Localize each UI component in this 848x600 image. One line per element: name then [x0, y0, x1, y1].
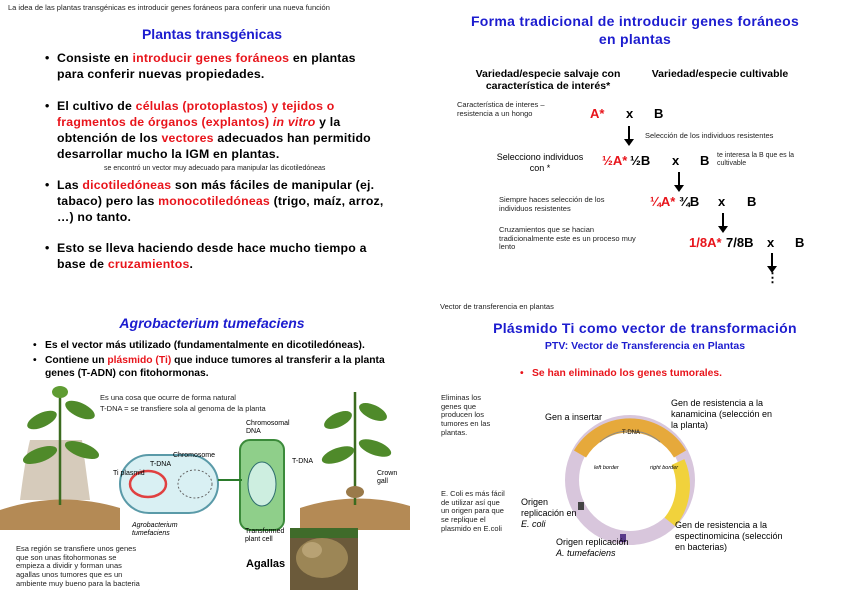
q4-title: Plásmido Ti como vector de transformación	[493, 320, 797, 336]
q2-r4-b: 7/8B	[726, 235, 754, 250]
q2-r2-a: ½A*	[602, 153, 628, 168]
q2-r4-a: 1/8A*	[689, 235, 722, 250]
q2-r3-a: ¼A*	[650, 194, 676, 209]
q2-r4-bb: B	[795, 235, 805, 250]
plant-cell-icon	[218, 440, 284, 530]
q3-bullet-2: • Contiene un plásmido (Ti) que induce tumores al transferir a la planta genes (T-ADN) con fitohormonas.	[33, 354, 413, 380]
gall-photo-icon	[290, 528, 358, 590]
q3-lbl-tdna1: T-DNA	[150, 461, 171, 468]
q2-note-selec: Selecciono individuos con *	[496, 152, 584, 173]
q1-bullet-3: • Las dicotiledóneas son más fáciles de manipular (ej. tabaco) pero las monocotiledóneas (trigo, maíz, arroz, …) no tanto.	[45, 177, 390, 225]
q2-r1-a: A*	[590, 106, 605, 121]
q3-note-2: T-DNA = se transfiere sola al genoma de la planta	[100, 404, 266, 413]
q4-lbl-tdna: T-DNA	[622, 430, 640, 436]
q3-lbl-tiplasmid: Ti plasmid	[113, 470, 145, 477]
q3-lbl-agro: Agrobacterium tumefaciens	[132, 522, 178, 538]
q4-subtitle: PTV: Vector de Transferencia en Plantas	[544, 340, 746, 352]
q2-note-sel: Selección de los individuos resistentes	[645, 131, 774, 140]
q2-note-cruz: Cruzamientos que se hacian tradicionalmente este es un proceso muy lento	[499, 225, 636, 252]
q2-r4-x: x	[767, 235, 775, 250]
q1-bullet-2: • El cultivo de células (protoplastos) y tejidos o fragmentos de órganos (explantos) in vitro y la obtención de los vectores adecuados han permitido desarrollar mucho la IGM en plantas.	[45, 98, 385, 162]
q2-r3-bb: B	[747, 194, 757, 209]
q1-bullets-4	[45, 240, 390, 272]
q2-title: Forma tradicional de introducir genes foráneos en plantas	[470, 13, 800, 47]
q2-r2-x: x	[672, 153, 680, 168]
q1-bullet-1: • Consiste en introducir genes foráneos en plantas para conferir nuevas propiedades.	[45, 50, 380, 82]
q4-bullets	[520, 368, 722, 379]
q4-note-ecoli: E. Coli es más fácil de utilizar así que un origen para que se replique el plasmido en E.coli	[441, 489, 505, 533]
q4-gen-kan: Gen de resistencia a la kanamicina (selección en la planta)	[671, 398, 773, 430]
q3-lbl-chromosome: Chromosome	[173, 452, 216, 459]
q4-note-elim: Eliminas los genes que producen los tumores en las plantas.	[441, 393, 491, 437]
q4-ori-atum: Origen replicación A. tumefaciens	[556, 537, 629, 558]
q2-note-interes: Característica de interes – resistencia a un hongo	[457, 100, 545, 118]
q3-lbl-tdna2: T-DNA	[292, 458, 313, 465]
q2-note-interesa: te interesa la B que es la cultivable	[717, 152, 795, 168]
q4-gen-insertar: Gen a insertar	[545, 412, 603, 422]
q3-note-1: Es una cosa que ocurre de forma natural	[100, 393, 236, 402]
q2-arrow-3	[722, 213, 724, 227]
q1-title: Plantas transgénicas	[141, 26, 283, 42]
q2-r1-b: B	[654, 106, 664, 121]
q2-r2-bb: B	[700, 153, 710, 168]
q4-lbl-left: left border	[594, 465, 619, 471]
q3-bullets	[33, 339, 413, 380]
q3-title: Agrobacterium tumefaciens	[119, 315, 305, 331]
q2-r3-x: x	[718, 194, 726, 209]
q2-arrow-1	[628, 126, 630, 140]
q1-bullets	[45, 50, 380, 82]
q2-col-left: Variedad/especie salvaje con característica de interés*	[475, 68, 621, 92]
q2-note-siempre: Siempre haces selección de los individuos resistentes	[499, 195, 605, 213]
q1-bullet-4: • Esto se lleva haciendo desde hace mucho tiempo a base de cruzamientos.	[45, 240, 390, 272]
q3-note-bottom: Esa región se transfiere unos genes que son unas fitohormonas se empieza a dividir y forman unas agallas unos tumores que es un ambiente muy bueno para la bacteria	[16, 544, 140, 588]
q1-bullets-2	[45, 98, 385, 162]
q4-gen-spec: Gen de resistencia a la espectinomicina (selección en bacterias)	[675, 520, 783, 552]
plant-right-icon	[300, 392, 410, 530]
q2-arrow-4	[771, 253, 773, 267]
q4-top-note: Vector de transferencia en plantas	[440, 302, 554, 311]
q3-lbl-crown: Crown gall	[377, 470, 398, 486]
q2-col-right: Variedad/especie cultivable	[651, 68, 789, 80]
q4-bullet-1: • Se han eliminado los genes tumorales.	[520, 368, 722, 379]
q2-r1-x: x	[626, 106, 634, 121]
q1-mid-note: se encontró un vector muy adecuado para manipular las dicotiledóneas	[104, 165, 326, 172]
q3-lbl-chromdna: Chromosomal DNA	[246, 420, 290, 436]
q3-lbl-transformed: Transformed plant cell	[245, 528, 285, 544]
q2-r2-b: ½B	[630, 153, 651, 168]
q2-r3-b: ¾B	[679, 194, 700, 209]
q2-dots: ⋮	[766, 270, 779, 285]
q2-arrow-2	[678, 172, 680, 186]
q3-agallas: Agallas	[246, 558, 286, 570]
q3-bullet-1: • Es el vector más utilizado (fundamentalmente en dicotiledóneas).	[33, 339, 413, 352]
q4-lbl-right: right border	[650, 465, 679, 471]
q1-bullets-3	[45, 177, 390, 225]
q4-ori-ecoli: Origen replicación en E. coli	[521, 497, 577, 529]
q1-top-note: La idea de las plantas transgénicas es introducir genes foráneos para conferir una nueva función	[8, 3, 330, 12]
